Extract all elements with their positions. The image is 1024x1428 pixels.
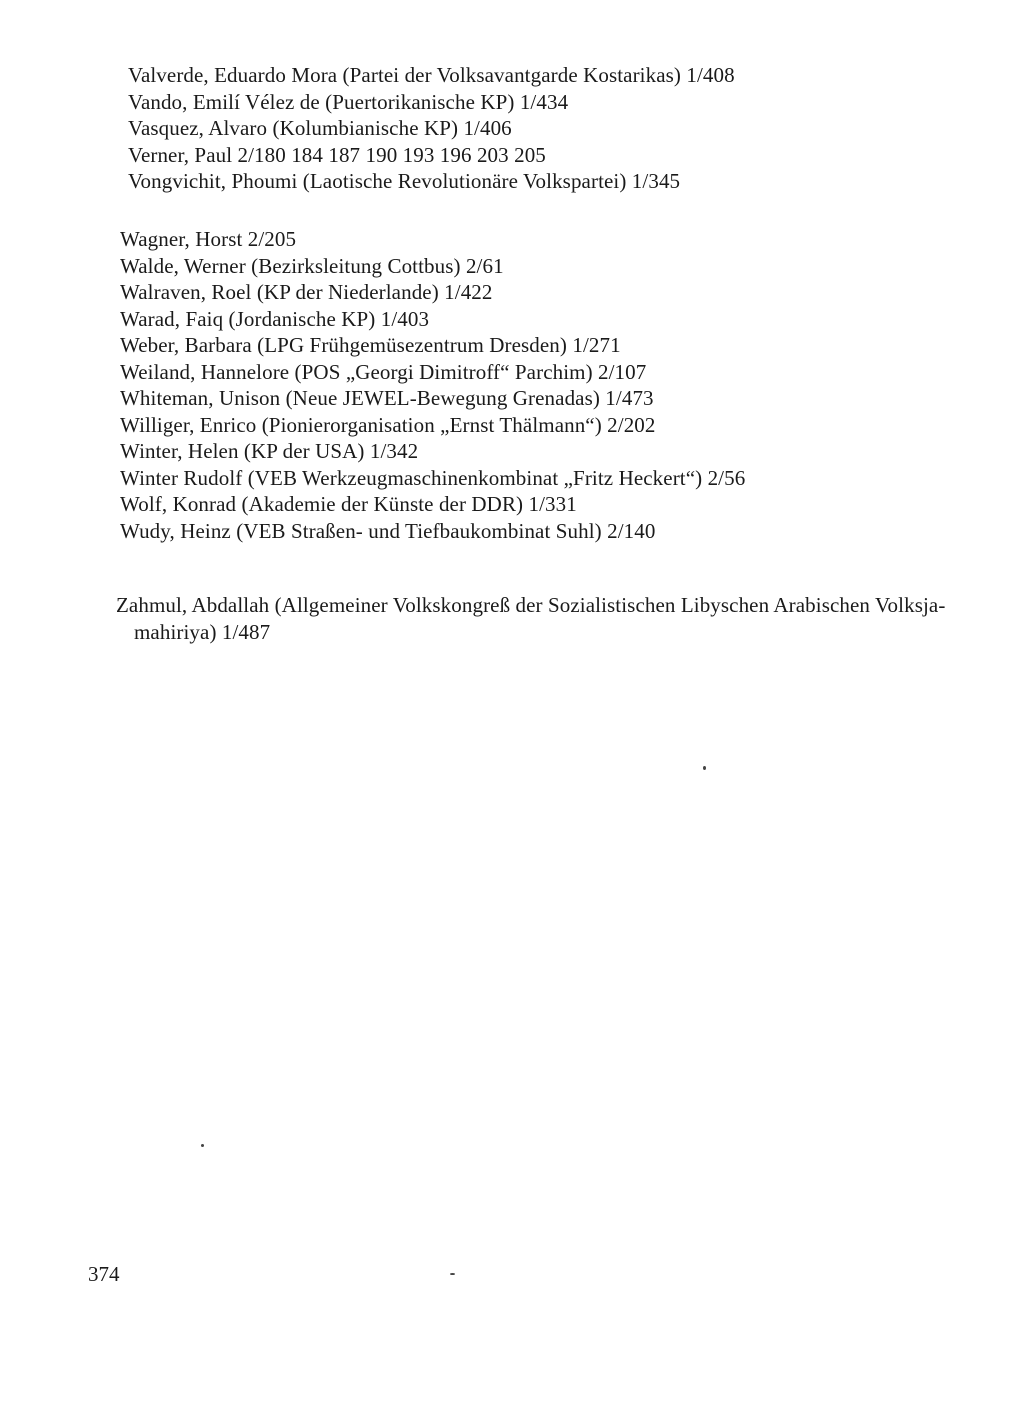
index-entry: Williger, Enrico (Pionierorganisation „Ernst Thälmann“) 2/202 [120, 412, 656, 437]
index-group-v [128, 62, 968, 195]
index-entry: Verner, Paul 2/180 184 187 190 193 196 203 205 [128, 142, 546, 167]
index-group-z [116, 592, 958, 645]
index-entry-continuation: mahiriya) 1/487 [134, 619, 271, 644]
scan-speck [703, 766, 706, 770]
scan-speck [450, 1273, 455, 1275]
index-entry: Wudy, Heinz (VEB Straßen- und Tiefbaukombinat Suhl) 2/140 [120, 518, 656, 543]
index-entry: Walde, Werner (Bezirksleitung Cottbus) 2/61 [120, 253, 504, 278]
scan-speck [201, 1144, 204, 1147]
index-group-w [120, 226, 960, 544]
index-entry: Winter Rudolf (VEB Werkzeugmaschinenkombinat „Fritz Heckert“) 2/56 [120, 465, 746, 490]
index-entry: Vongvichit, Phoumi (Laotische Revolutionäre Volkspartei) 1/345 [128, 169, 681, 193]
index-entry [116, 592, 958, 645]
index-entry: Whiteman, Unison (Neue JEWEL-Bewegung Grenadas) 1/473 [120, 386, 654, 410]
index-entry: Walraven, Roel (KP der Niederlande) 1/422 [120, 280, 493, 304]
index-entry: Vando, Emilí Vélez de (Puertorikanische KP) 1/434 [128, 89, 569, 114]
index-entry: Wagner, Horst 2/205 [120, 227, 297, 251]
index-entry: Vasquez, Alvaro (Kolumbianische KP) 1/406 [128, 116, 512, 140]
index-entry: Wolf, Konrad (Akademie der Künste der DDR) 1/331 [120, 492, 577, 516]
index-entry: Warad, Faiq (Jordanische KP) 1/403 [120, 306, 430, 331]
index-entry-line: Zahmul, Abdallah (Allgemeiner Volkskongreß der Sozialistischen Libyschen Arabischen Volksja- [116, 593, 946, 617]
index-entry: Weiland, Hannelore (POS „Georgi Dimitroff“ Parchim) 2/107 [120, 359, 647, 384]
index-entry: Weber, Barbara (LPG Frühgemüsezentrum Dresden) 1/271 [120, 333, 621, 357]
index-entry: Valverde, Eduardo Mora (Partei der Volksavantgarde Kostarikas) 1/408 [128, 63, 735, 87]
page-number: 374 [88, 1262, 120, 1286]
index-entry: Winter, Helen (KP der USA) 1/342 [120, 439, 419, 463]
